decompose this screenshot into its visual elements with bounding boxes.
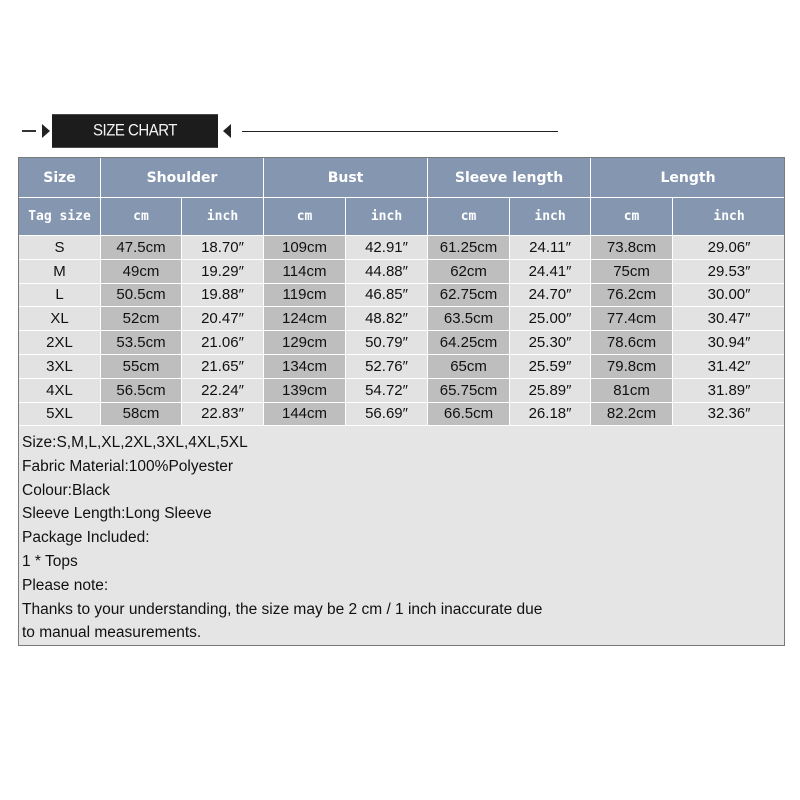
table-row bbox=[19, 402, 786, 426]
cell-bust-inch: 54.72″ bbox=[346, 378, 428, 402]
cell-sleeve-inch: 25.59″ bbox=[510, 354, 591, 378]
banner-dash bbox=[22, 130, 36, 132]
cell-length-cm: 77.4cm bbox=[591, 307, 673, 331]
header-size: Size bbox=[19, 158, 101, 198]
cell-shoulder-inch: 18.70″ bbox=[182, 236, 264, 260]
cell-shoulder-cm: 53.5cm bbox=[101, 331, 182, 355]
cell-length-inch: 32.36″ bbox=[673, 402, 786, 426]
cell-shoulder-inch: 20.47″ bbox=[182, 307, 264, 331]
table-row bbox=[19, 236, 786, 260]
cell-sleeve-cm: 63.5cm bbox=[428, 307, 510, 331]
cell-shoulder-cm: 49cm bbox=[101, 259, 182, 283]
cell-shoulder-inch: 21.06″ bbox=[182, 331, 264, 355]
note-line-fabric: Fabric Material:100%Polyester bbox=[22, 457, 234, 475]
cell-sleeve-cm: 65cm bbox=[428, 354, 510, 378]
cell-length-cm: 78.6cm bbox=[591, 331, 673, 355]
cell-bust-cm: 119cm bbox=[264, 283, 346, 307]
product-notes bbox=[18, 426, 785, 646]
cell-length-inch: 29.06″ bbox=[673, 236, 786, 260]
note-line-measurements: to manual measurements. bbox=[22, 624, 202, 642]
header-sleeve-length: Sleeve length bbox=[428, 158, 591, 198]
cell-shoulder-cm: 50.5cm bbox=[101, 283, 182, 307]
cell-sleeve-inch: 26.18″ bbox=[510, 402, 591, 426]
cell-shoulder-cm: 52cm bbox=[101, 307, 182, 331]
cell-shoulder-cm: 55cm bbox=[101, 354, 182, 378]
cell-sleeve-cm: 61.25cm bbox=[428, 236, 510, 260]
cell-size: 4XL bbox=[19, 378, 101, 402]
table-row bbox=[19, 259, 786, 283]
unit-cm: cm bbox=[428, 198, 510, 236]
cell-length-cm: 79.8cm bbox=[591, 354, 673, 378]
header-length: Length bbox=[591, 158, 786, 198]
table-row bbox=[19, 331, 786, 355]
cell-shoulder-inch: 21.65″ bbox=[182, 354, 264, 378]
note-line-sizes: Size:S,M,L,XL,2XL,3XL,4XL,5XL bbox=[22, 434, 248, 451]
header-shoulder: Shoulder bbox=[101, 158, 264, 198]
size-chart-banner bbox=[18, 112, 563, 152]
note-line-tops: 1 * Tops bbox=[22, 552, 78, 570]
cell-length-inch: 29.53″ bbox=[673, 259, 786, 283]
banner-left-arrow-icon bbox=[42, 124, 50, 138]
cell-bust-cm: 129cm bbox=[264, 331, 346, 355]
cell-shoulder-inch: 19.88″ bbox=[182, 283, 264, 307]
header-tag-size: Tag size bbox=[19, 198, 101, 236]
note-line-package: Package Included: bbox=[22, 529, 150, 547]
cell-bust-cm: 134cm bbox=[264, 354, 346, 378]
cell-sleeve-inch: 25.00″ bbox=[510, 307, 591, 331]
note-line-sleeve: Sleeve Length:Long Sleeve bbox=[22, 505, 212, 523]
cell-length-cm: 75cm bbox=[591, 259, 673, 283]
cell-bust-cm: 114cm bbox=[264, 259, 346, 283]
note-line-please-note: Please note: bbox=[22, 576, 109, 594]
cell-length-cm: 82.2cm bbox=[591, 402, 673, 426]
cell-sleeve-cm: 62.75cm bbox=[428, 283, 510, 307]
cell-bust-inch: 50.79″ bbox=[346, 331, 428, 355]
cell-shoulder-cm: 58cm bbox=[101, 402, 182, 426]
cell-size: M bbox=[19, 259, 101, 283]
cell-shoulder-inch: 22.24″ bbox=[182, 378, 264, 402]
cell-bust-cm: 144cm bbox=[264, 402, 346, 426]
cell-bust-cm: 139cm bbox=[264, 378, 346, 402]
cell-shoulder-cm: 56.5cm bbox=[101, 378, 182, 402]
cell-length-inch: 30.94″ bbox=[673, 331, 786, 355]
header-bust: Bust bbox=[264, 158, 428, 198]
banner-title: SIZE CHART bbox=[52, 114, 218, 148]
cell-sleeve-inch: 25.30″ bbox=[510, 331, 591, 355]
cell-length-cm: 73.8cm bbox=[591, 236, 673, 260]
unit-cm: cm bbox=[264, 198, 346, 236]
cell-sleeve-inch: 24.41″ bbox=[510, 259, 591, 283]
cell-length-cm: 76.2cm bbox=[591, 283, 673, 307]
cell-length-inch: 30.00″ bbox=[673, 283, 786, 307]
cell-bust-cm: 109cm bbox=[264, 236, 346, 260]
unit-inch: inch bbox=[346, 198, 428, 236]
cell-size: 3XL bbox=[19, 354, 101, 378]
unit-header-row bbox=[19, 198, 786, 236]
cell-length-inch: 31.42″ bbox=[673, 354, 786, 378]
cell-sleeve-cm: 62cm bbox=[428, 259, 510, 283]
table-row bbox=[19, 378, 786, 402]
banner-rule bbox=[242, 131, 558, 132]
cell-size: 2XL bbox=[19, 331, 101, 355]
cell-bust-inch: 48.82″ bbox=[346, 307, 428, 331]
cell-sleeve-inch: 24.70″ bbox=[510, 283, 591, 307]
cell-shoulder-inch: 22.83″ bbox=[182, 402, 264, 426]
note-line-colour: Colour:Black bbox=[22, 481, 110, 499]
cell-bust-inch: 46.85″ bbox=[346, 283, 428, 307]
cell-sleeve-cm: 64.25cm bbox=[428, 331, 510, 355]
unit-cm: cm bbox=[591, 198, 673, 236]
cell-sleeve-inch: 25.89″ bbox=[510, 378, 591, 402]
cell-size: 5XL bbox=[19, 402, 101, 426]
cell-bust-inch: 44.88″ bbox=[346, 259, 428, 283]
size-table bbox=[18, 157, 786, 426]
table-row bbox=[19, 354, 786, 378]
cell-length-cm: 81cm bbox=[591, 378, 673, 402]
cell-bust-inch: 42.91″ bbox=[346, 236, 428, 260]
table-row bbox=[19, 307, 786, 331]
cell-bust-inch: 56.69″ bbox=[346, 402, 428, 426]
unit-inch: inch bbox=[182, 198, 264, 236]
cell-sleeve-cm: 66.5cm bbox=[428, 402, 510, 426]
cell-size: L bbox=[19, 283, 101, 307]
cell-length-inch: 31.89″ bbox=[673, 378, 786, 402]
cell-bust-cm: 124cm bbox=[264, 307, 346, 331]
unit-cm: cm bbox=[101, 198, 182, 236]
unit-inch: inch bbox=[510, 198, 591, 236]
cell-length-inch: 30.47″ bbox=[673, 307, 786, 331]
group-header-row bbox=[19, 158, 786, 198]
cell-shoulder-cm: 47.5cm bbox=[101, 236, 182, 260]
banner-right-arrow-icon bbox=[223, 124, 231, 138]
cell-size: S bbox=[19, 236, 101, 260]
cell-size: XL bbox=[19, 307, 101, 331]
cell-sleeve-cm: 65.75cm bbox=[428, 378, 510, 402]
note-line-accuracy: Thanks to your understanding, the size may be 2 cm / 1 inch inaccurate due bbox=[22, 600, 543, 618]
unit-inch: inch bbox=[673, 198, 786, 236]
table-row bbox=[19, 283, 786, 307]
cell-bust-inch: 52.76″ bbox=[346, 354, 428, 378]
cell-sleeve-inch: 24.11″ bbox=[510, 236, 591, 260]
cell-shoulder-inch: 19.29″ bbox=[182, 259, 264, 283]
